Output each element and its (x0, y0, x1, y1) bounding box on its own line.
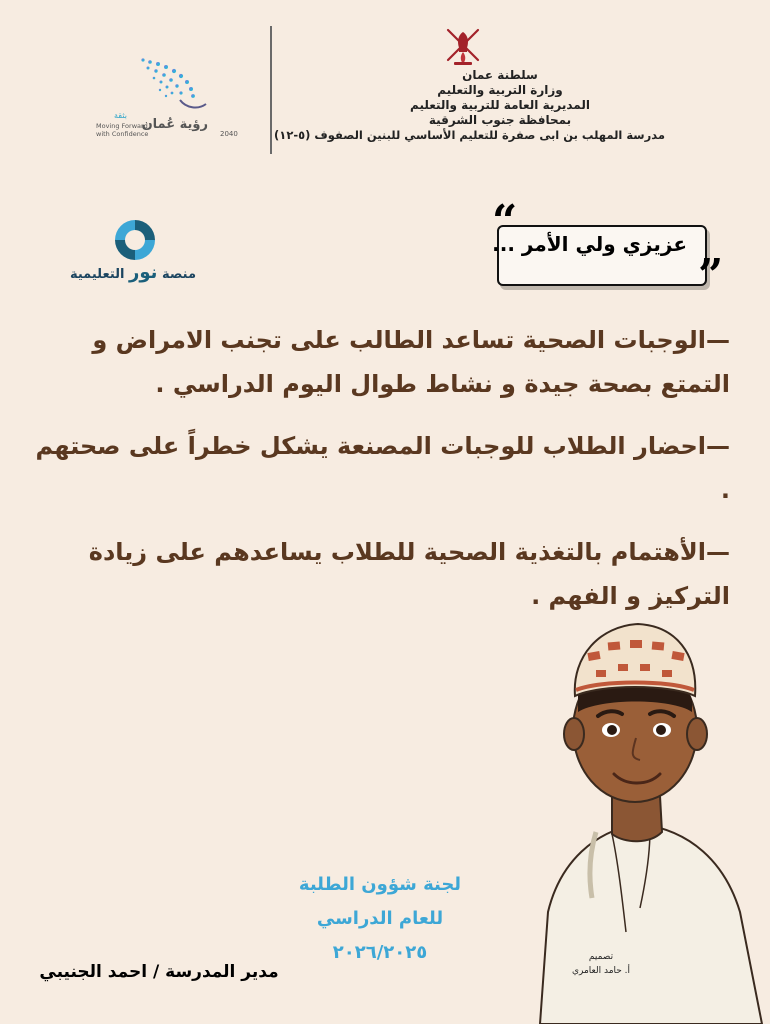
oman-emblem-icon (440, 22, 486, 68)
advice-point: —احضار الطلاب للوجبات المصنعة يشكل خطراً على صحتهم . (35, 432, 730, 504)
ministry-line-ministry: وزارة التربية والتعليم (437, 83, 563, 97)
ministry-line-governorate: بمحافظة جنوب الشرقية (428, 113, 572, 127)
vision-logo-tagline-en-2: with Confidence (96, 130, 149, 138)
design-credit (556, 950, 646, 978)
noor-platform-name (68, 262, 198, 283)
ministry-line-school: مدرسة المهلب بن ابى صفرة للتعليم الأساسي للبنين الصفوف (٥-١٢) (274, 128, 665, 142)
academic-year-label: للعام الدراسي (316, 908, 444, 929)
vision-logo-tagline-en-1: Moving Forward (96, 122, 148, 130)
school-director: مدير المدرسة / احمد الجنيبي (39, 962, 279, 982)
noor-suffix: التعليمية (69, 267, 125, 282)
noor-prefix: منصة (161, 267, 197, 282)
vision-logo-tagline-ar: بثقة (114, 111, 127, 120)
header-divider (270, 26, 272, 154)
quote-open-icon: “ (492, 196, 518, 247)
quote-close-icon: ” (698, 250, 724, 301)
academic-year: ٢٠٢٦/٢٠٢٥ (332, 942, 428, 963)
noor-name: نور (129, 262, 158, 283)
design-credit-label: تصميم (588, 952, 614, 962)
ministry-line-country: سلطنة عمان (462, 68, 538, 82)
advice-point: —الأهتمام بالتغذية الصحية للطلاب يساعدهم على زيادة التركيز و الفهم . (88, 538, 730, 610)
vision-logo-year: 2040 (220, 130, 238, 138)
vision-logo-arabic: رؤية عُمان (141, 117, 208, 132)
committee-block (275, 868, 485, 970)
committee-name: لجنة شؤون الطلبة (298, 874, 462, 895)
ministry-header (274, 68, 665, 143)
greeting-title: عزيزي ولي الأمر ... (492, 232, 687, 256)
oman-vision-2040-logo (88, 52, 264, 142)
design-credit-name: أ. حامد العامري (571, 966, 631, 976)
advice-points (30, 318, 730, 636)
advice-point: —الوجبات الصحية تساعد الطالب على تجنب الامراض و التمتع بصحة جيدة و نشاط طوال اليوم الدراسي . (92, 326, 730, 398)
ministry-line-directorate: المديرية العامة للتربية والتعليم (410, 98, 590, 112)
